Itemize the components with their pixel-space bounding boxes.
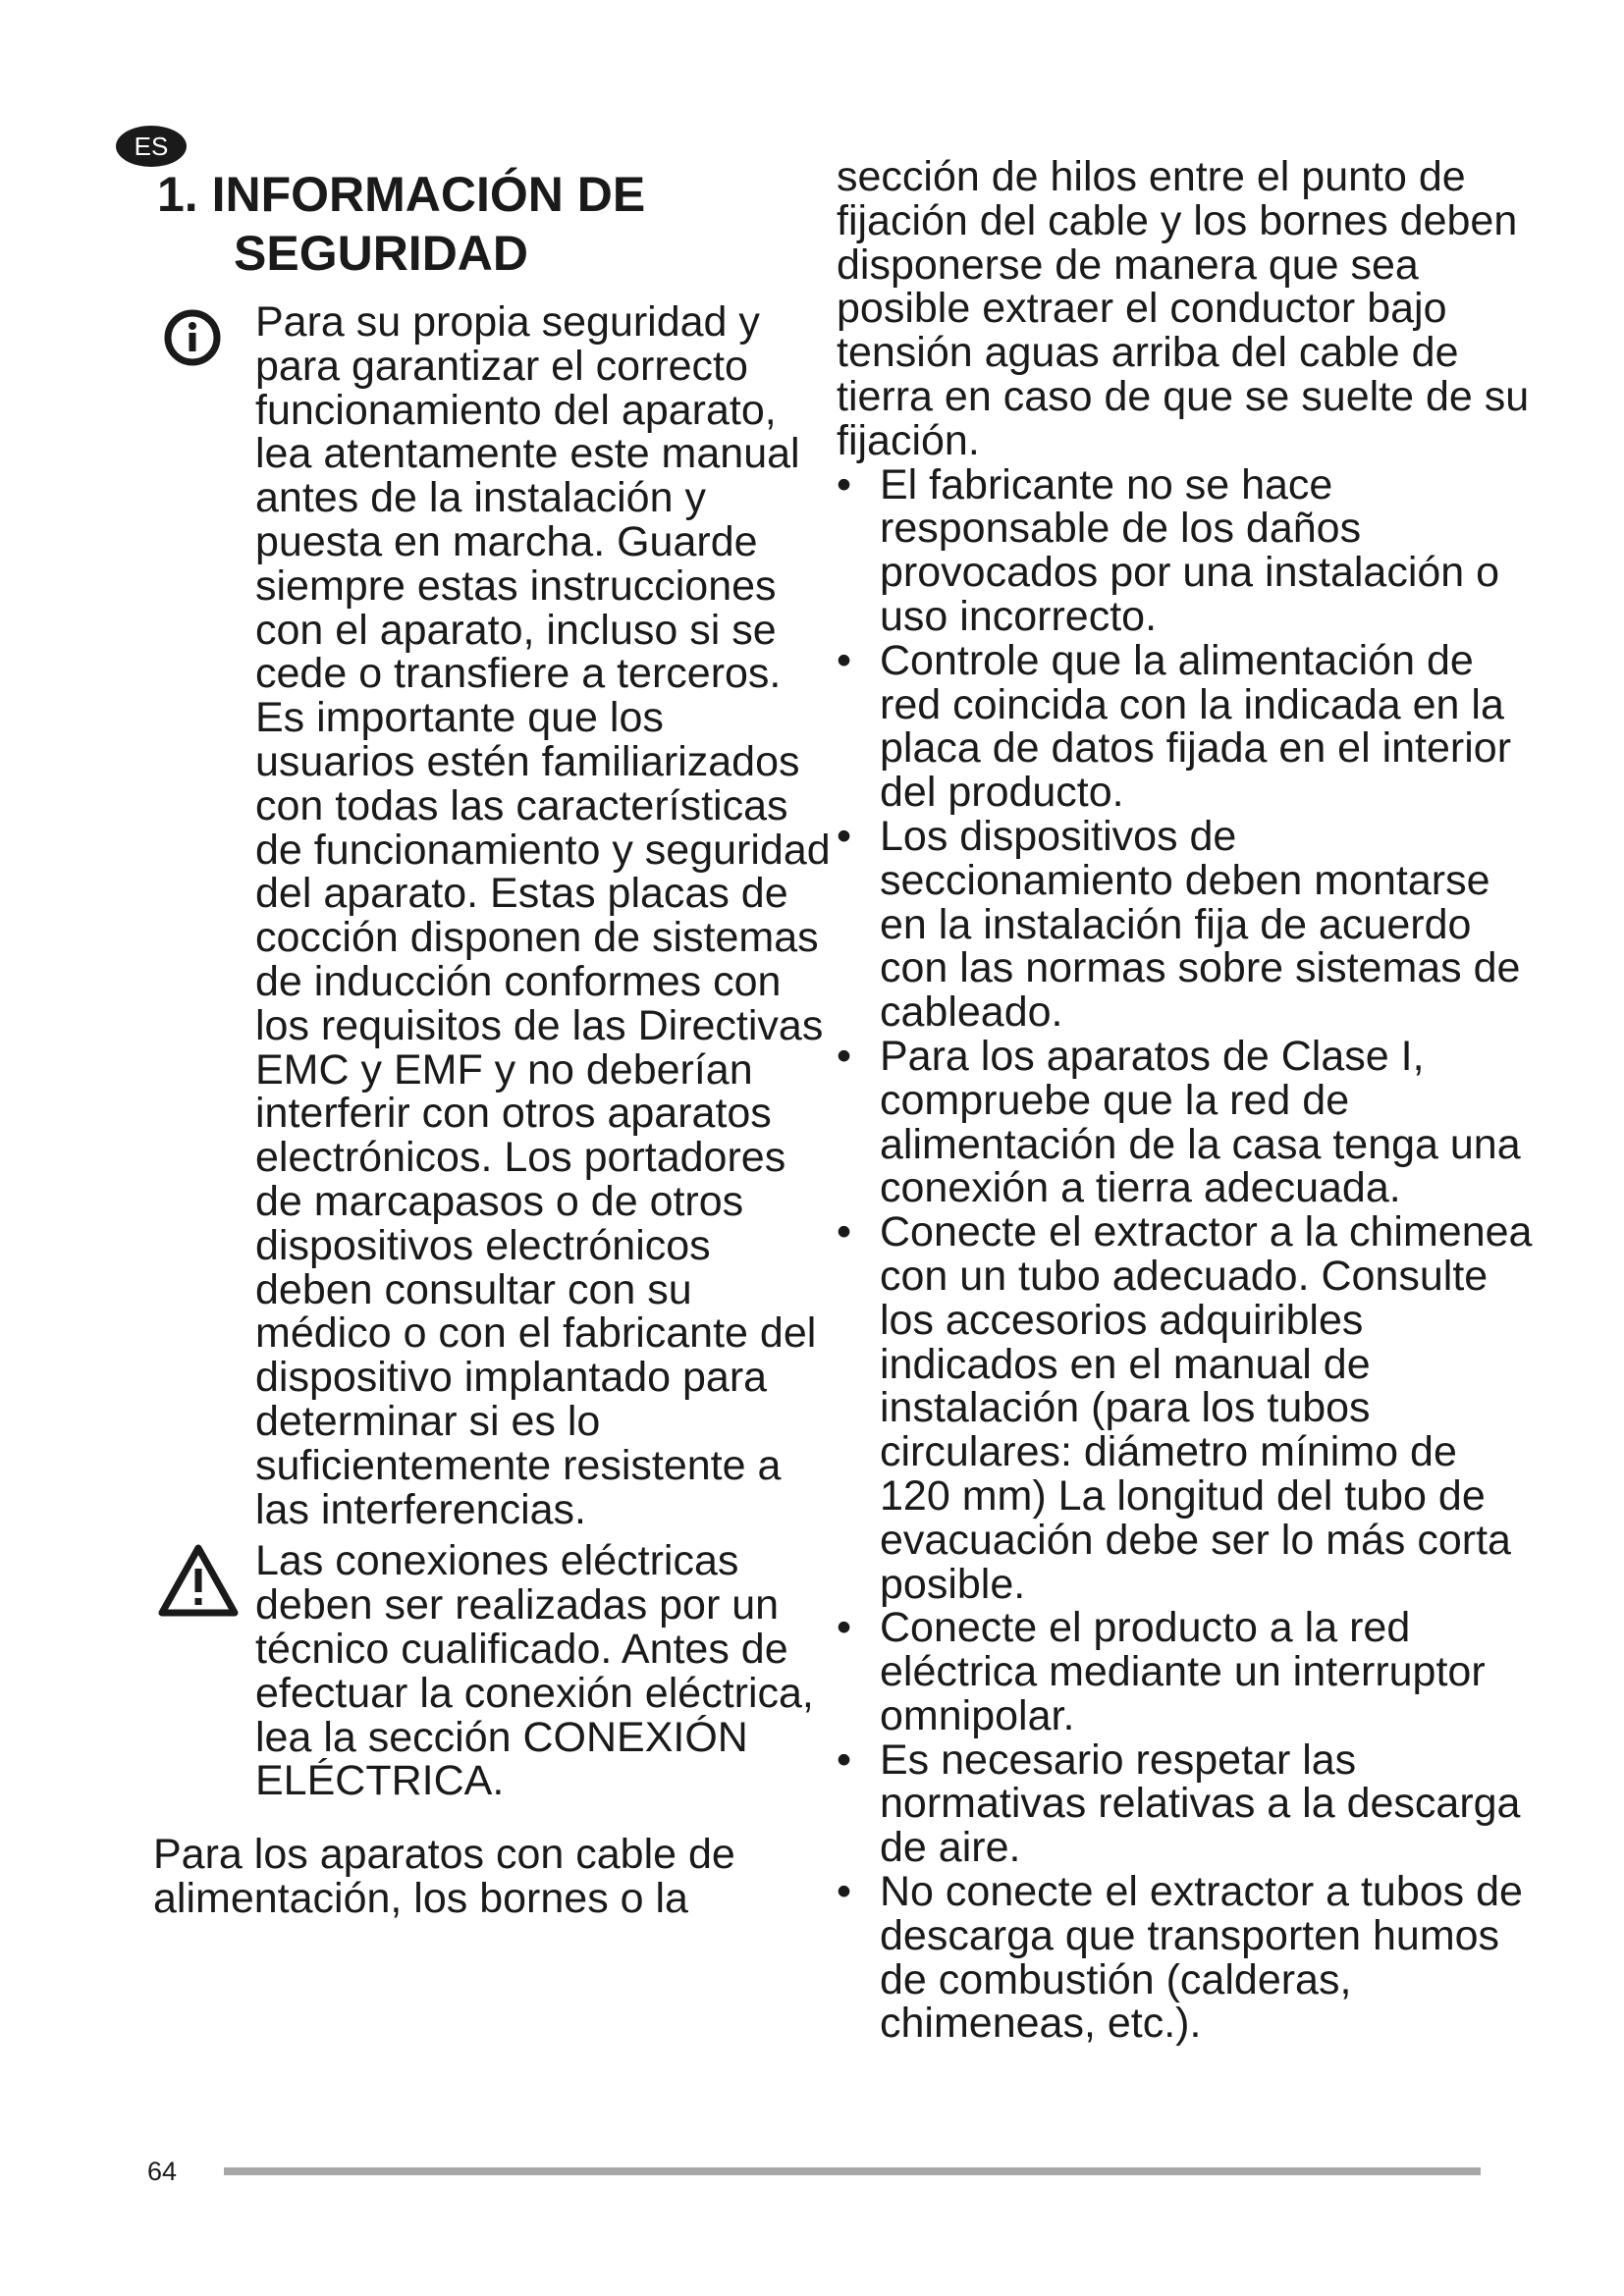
info-circle-icon xyxy=(161,306,224,378)
cable-paragraph-start: Para los aparatos con cable de alimentación, los bornes o la xyxy=(153,1831,735,1922)
section-heading xyxy=(157,165,825,283)
bullet-point: • xyxy=(837,1735,852,1784)
left-column xyxy=(153,300,831,1921)
list-item-text: El fabricante no se hace responsable de los daños provocados por una instalación o uso incorrecto. xyxy=(880,460,1500,640)
heading-number: 1. xyxy=(157,167,198,222)
bullet-point: • xyxy=(837,1208,852,1256)
list-item-text: Conecte el extractor a la chimenea con un tubo adecuado. Consulte los accesorios adquiribles indicados en el manual de instalación (para los tubos circulares: diámetro mínimo de 120 mm) La longitud del tubo de evacuación debe ser lo más corta posible. xyxy=(880,1208,1533,1608)
list-item xyxy=(837,1735,1539,1872)
info-notice xyxy=(153,300,831,1531)
list-item-text: Los dispositivos de seccionamiento deben montarse en la instalación fija de acuerdo con las normas sobre sistemas de cableado. xyxy=(880,812,1521,1037)
list-item xyxy=(837,1032,1539,1212)
heading-line-2: SEGURIDAD xyxy=(234,226,529,281)
bullet-point: • xyxy=(837,460,852,508)
heading-line-1: INFORMACIÓN DE xyxy=(211,167,646,222)
list-item xyxy=(837,636,1539,817)
list-item-text: Es necesario respetar las normativas relativas a la descarga de aire. xyxy=(880,1735,1521,1872)
list-item-text: Conecte el producto a la red eléctrica mediante un interruptor omnipolar. xyxy=(880,1604,1486,1739)
info-notice-text: Para su propia seguridad y para garantizar el correcto funcionamiento del aparato, lea atentamente este manual antes de la instalación y puesta en marcha. Guarde siempre estas instrucciones con el aparato, incluso si se cede o transfiere a terceros. Es importante que los usuarios estén familiarizados con todas las características de funcionamiento y seguridad del aparato. Estas placas de cocción disponen de sistemas de inducción conformes con los requisitos de las Directivas EMC y EMF y no deberían interferir con otros aparatos electrónicos. Los portadores de marcapasos o de otros dispositivos electrónicos deben consultar con su médico o con el fabricante del dispositivo implantado para determinar si es lo suficientemente resistente a las interferencias. xyxy=(255,298,831,1533)
list-item xyxy=(837,460,1539,640)
list-item-text: Controle que la alimentación de red coincida con la indicada en la placa de datos fijada en el interior del producto. xyxy=(880,636,1512,817)
bullet-point: • xyxy=(837,812,852,860)
cable-paragraph-end: sección de hilos entre el punto de fijación del cable y los bornes deben disponerse de manera que sea posible extraer el conductor bajo tensión aguas arriba del cable de tierra en caso de que se suelte de su fijación. xyxy=(837,153,1530,464)
list-item xyxy=(837,1870,1539,2046)
list-item xyxy=(837,1210,1539,1606)
warning-triangle-icon xyxy=(157,1543,240,1627)
footer-divider xyxy=(224,2167,1481,2175)
language-badge: ES xyxy=(116,126,187,167)
bullet-point: • xyxy=(837,1032,852,1080)
list-item-text: Para los aparatos de Clase I, compruebe que la red de alimentación de la casa tenga una conexión a tierra adecuada. xyxy=(880,1032,1521,1212)
bullet-point: • xyxy=(837,1604,852,1652)
list-item xyxy=(837,1606,1539,1737)
right-column xyxy=(837,155,1539,2046)
list-item-text: No conecte el extractor a tubos de descarga que transporten humos de combustión (calderas, chimeneas, etc.). xyxy=(880,1868,1523,2048)
warning-notice xyxy=(153,1539,831,1803)
bullet-point: • xyxy=(837,636,852,684)
bullet-point: • xyxy=(837,1868,852,1916)
safety-bullet-list xyxy=(837,460,1539,2048)
page-number: 64 xyxy=(147,2157,178,2186)
list-item xyxy=(837,812,1539,1037)
warning-notice-text: Las conexiones eléctricas deben ser realizadas por un técnico cualificado. Antes de efectuar la conexión eléctrica, lea la sección CONEXIÓN ELÉCTRICA. xyxy=(255,1537,814,1805)
